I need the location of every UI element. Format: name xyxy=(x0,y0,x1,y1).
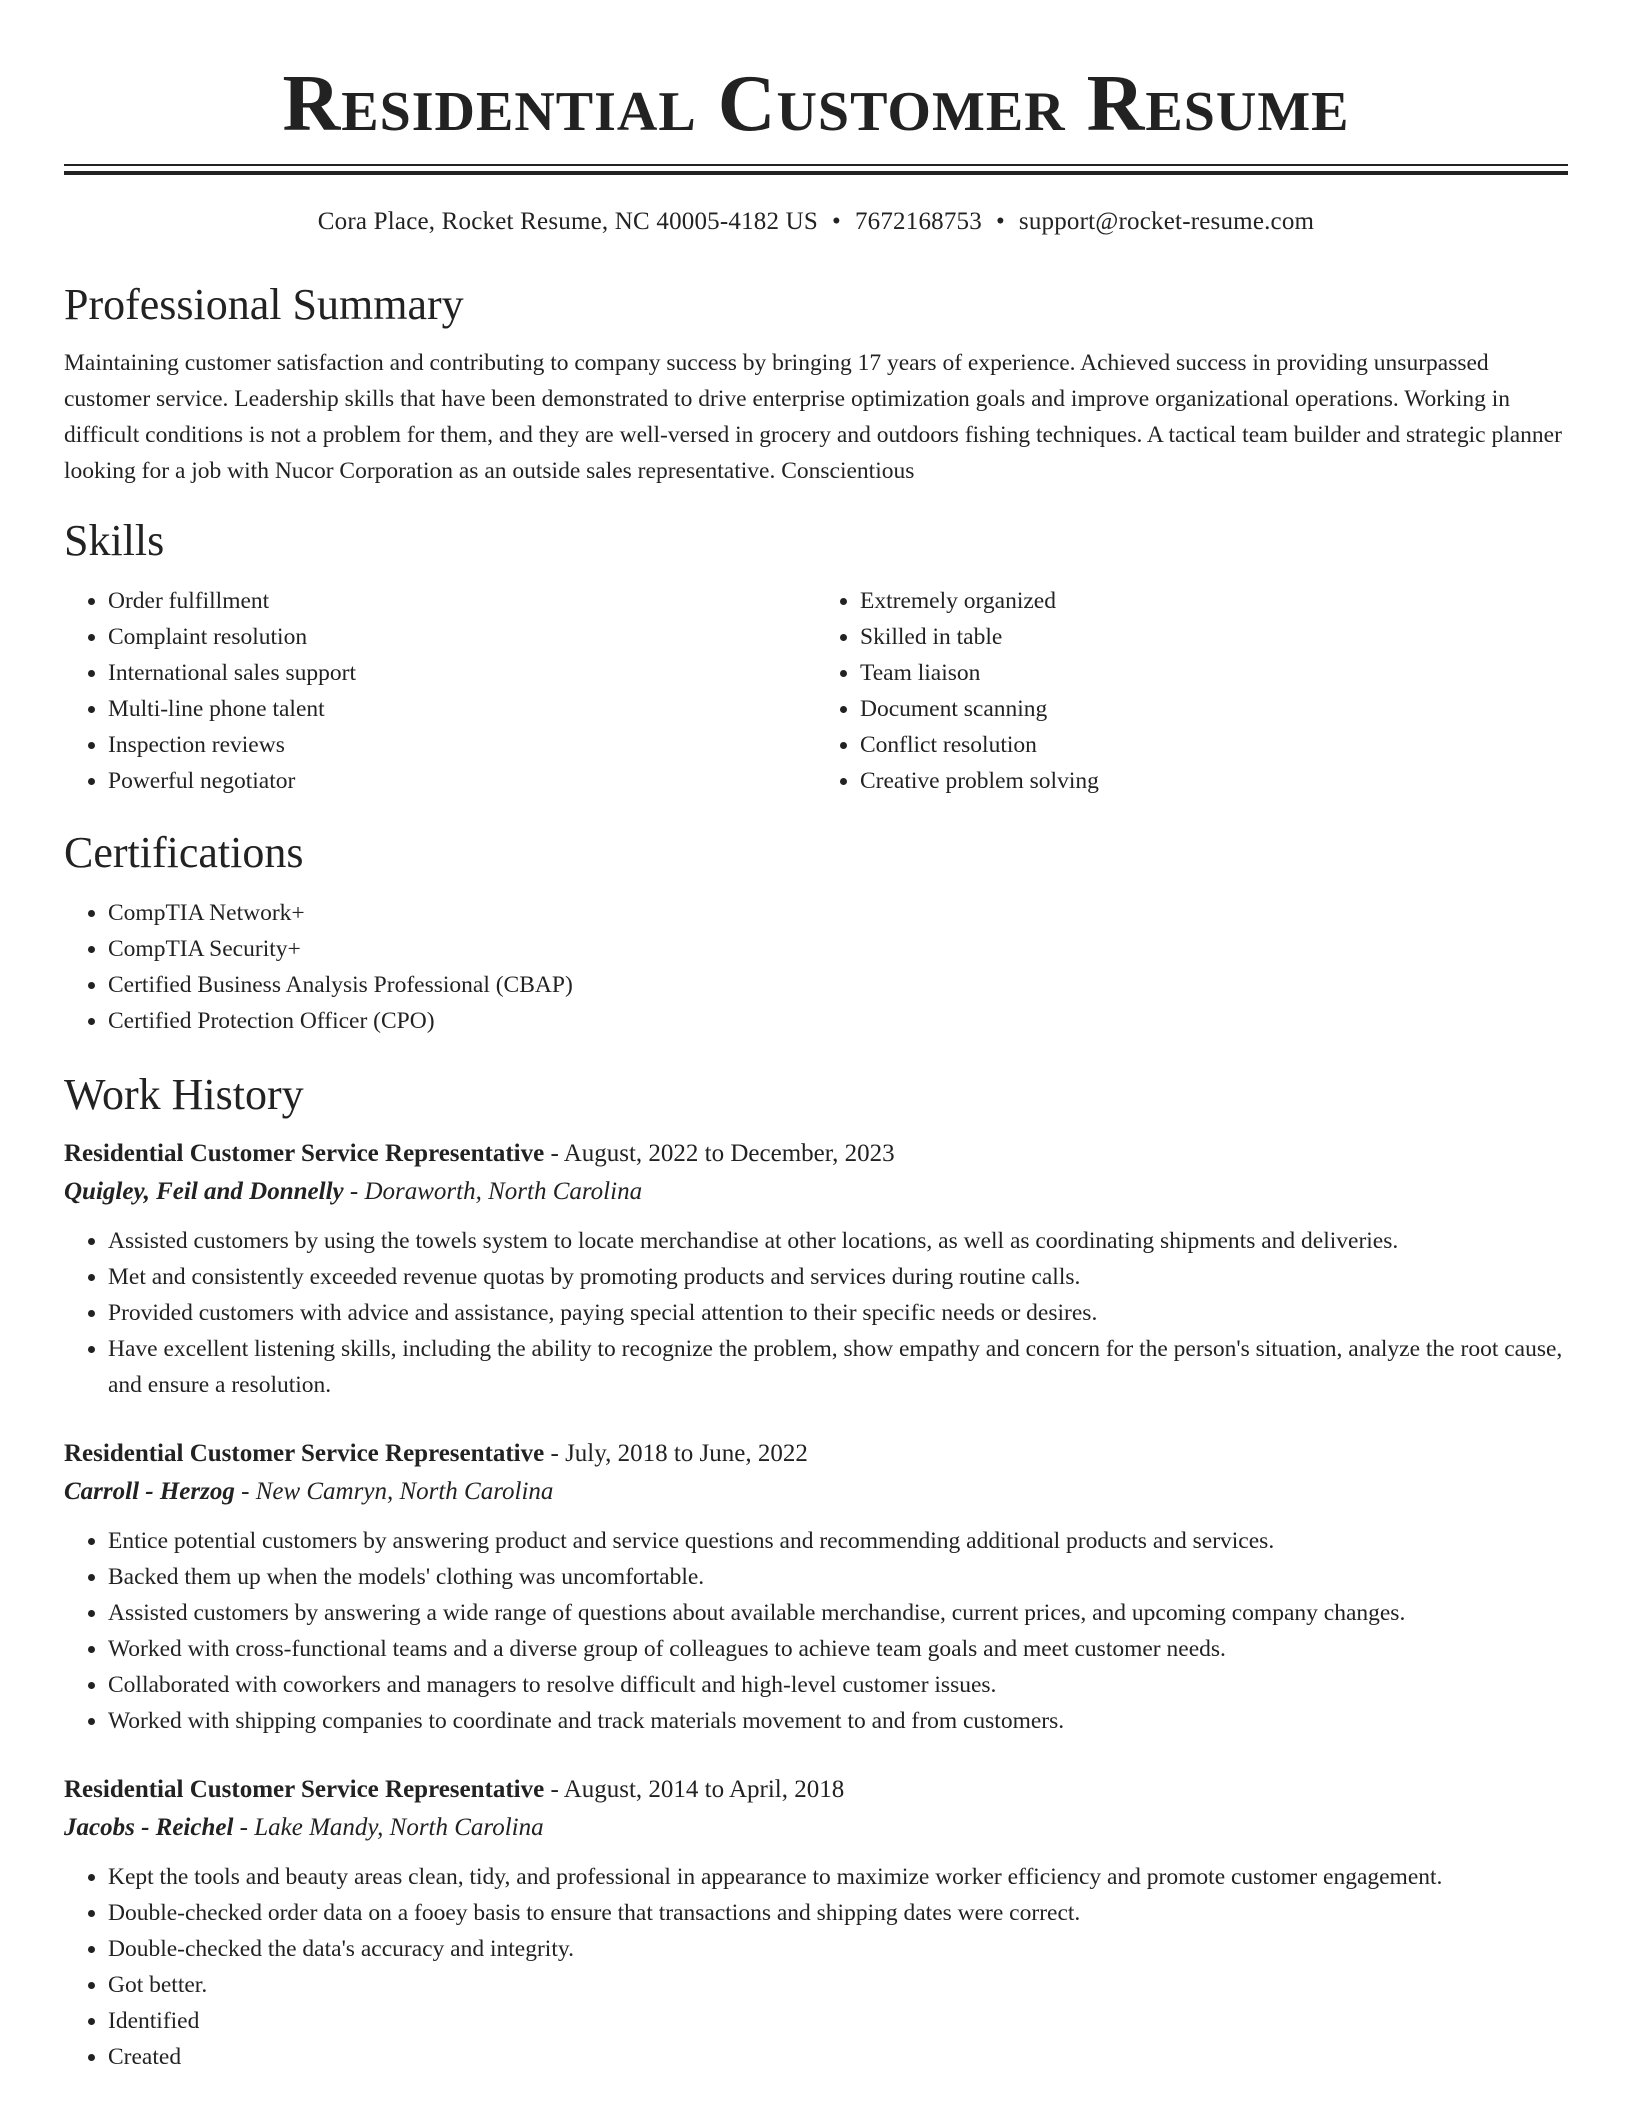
job-dash: - xyxy=(544,1776,564,1803)
contact-address: Cora Place, Rocket Resume, NC 40005-4182 US xyxy=(317,208,818,235)
title-divider-thick xyxy=(64,171,1568,175)
job-bullet: • Met and consistently exceeded revenue quotas by promoting products and services during routine calls. xyxy=(108,1259,1568,1295)
job-bullet: • Assisted customers by using the towels system to locate merchandise at other locations, as well as coordinating shipments and deliveries. xyxy=(108,1223,1568,1259)
contact-email: support@rocket-resume.com xyxy=(1018,208,1315,235)
job-bullet: • Collaborated with coworkers and managers to resolve difficult and high-level customer issues. xyxy=(108,1667,1568,1703)
summary-text: Maintaining customer satisfaction and contributing to company success by bringing 17 years of experience. Achieved success in providing unsurpassed customer service. Leadership skills that have been demonstrated to drive enterprise optimization goals and improve organizational operations. Working in difficult conditions is not a problem for them, and they are well-versed in grocery and outdoors fishing techniques. A tactical team builder and strategic planner looking for a job with Nucor Corporation as an outside sales representative. Conscientious xyxy=(64,350,1562,484)
job-company-line xyxy=(64,1473,1568,1511)
skills-list xyxy=(64,583,1568,799)
skill-item: • Document scanning xyxy=(860,691,1568,727)
skill-item: • Multi-line phone talent xyxy=(108,691,816,727)
certification-item: • CompTIA Network+ xyxy=(108,895,1568,931)
job-company: Jacobs - Reichel xyxy=(64,1814,234,1841)
contact-line xyxy=(64,207,1568,237)
job-location: Lake Mandy, North Carolina xyxy=(254,1814,544,1841)
job-location: Doraworth, North Carolina xyxy=(364,1178,643,1205)
job-dates: August, 2014 to April, 2018 xyxy=(563,1776,845,1803)
job-dash: - xyxy=(234,1478,256,1505)
work-history-heading: Work History xyxy=(64,1070,304,1119)
skills-column-left xyxy=(64,583,816,799)
certification-item: • Certified Business Analysis Professional (CBAP) xyxy=(108,967,1568,1003)
job-bullet: • Entice potential customers by answering product and service questions and recommending additional products and services. xyxy=(108,1523,1568,1559)
contact-separator: • xyxy=(832,208,841,235)
title-divider-thin xyxy=(64,164,1568,166)
skill-item: • Order fulfillment xyxy=(108,583,816,619)
contact-separator: • xyxy=(995,208,1005,235)
resume-title: Residential Customer Resume xyxy=(282,60,1350,148)
job-bullet: • Kept the tools and beauty areas clean, tidy, and professional in appearance to maximize worker efficiency and promote customer engagement. xyxy=(108,1859,1568,1895)
skill-item: • Inspection reviews xyxy=(108,727,816,763)
skills-column-right xyxy=(816,583,1568,799)
job-dash: - xyxy=(544,1140,564,1167)
job-role: Residential Customer Service Representative xyxy=(64,1776,545,1803)
job-company: Quigley, Feil and Donnelly xyxy=(64,1178,344,1205)
certification-item: • CompTIA Security+ xyxy=(108,931,1568,967)
job-company-line xyxy=(64,1173,1568,1211)
job-bullet: • Double-checked the data's accuracy and integrity. xyxy=(108,1931,1568,1967)
job-heading xyxy=(64,1771,1568,1809)
certifications-heading: Certifications xyxy=(64,828,304,877)
job-role: Residential Customer Service Representative xyxy=(64,1440,545,1467)
job-bullets xyxy=(64,1523,1568,1739)
contact-phone: 7672168753 xyxy=(854,208,982,235)
skill-item: • Skilled in table xyxy=(860,619,1568,655)
job-dash: - xyxy=(233,1814,255,1841)
job-heading xyxy=(64,1135,1568,1173)
job-dates: July, 2018 to June, 2022 xyxy=(565,1440,808,1467)
job-bullet: • Worked with shipping companies to coordinate and track materials movement to and from customers. xyxy=(108,1703,1568,1739)
job-company-line xyxy=(64,1809,1568,1847)
job-bullet: • Got better. xyxy=(108,1967,1568,2003)
skill-item: • Complaint resolution xyxy=(108,619,816,655)
job-bullet: • Created xyxy=(108,2039,1568,2075)
certification-item: • Certified Protection Officer (CPO) xyxy=(108,1003,1568,1039)
job-bullet: • Assisted customers by answering a wide range of questions about available merchandise, current prices, and upcoming company changes. xyxy=(108,1595,1568,1631)
job-bullet: • Identified xyxy=(108,2003,1568,2039)
skill-item: • Extremely organized xyxy=(860,583,1568,619)
job-dash: - xyxy=(544,1440,566,1467)
job-entry xyxy=(64,1135,1568,1403)
skills-heading: Skills xyxy=(64,516,165,565)
resume-page xyxy=(64,0,1568,2075)
job-role: Residential Customer Service Representative xyxy=(64,1140,545,1167)
job-bullets xyxy=(64,1859,1568,2075)
job-bullet: • Backed them up when the models' clothing was uncomfortable. xyxy=(108,1559,1568,1595)
job-bullet: • Worked with cross-functional teams and a diverse group of colleagues to achieve team goals and meet customer needs. xyxy=(108,1631,1568,1667)
job-entry xyxy=(64,1771,1568,2075)
job-company: Carroll - Herzog xyxy=(64,1478,235,1505)
certifications-list xyxy=(64,895,1568,1039)
job-bullets xyxy=(64,1223,1568,1403)
job-bullet: • Double-checked order data on a fooey basis to ensure that transactions and shipping dates were correct. xyxy=(108,1895,1568,1931)
skill-item: • Creative problem solving xyxy=(860,763,1568,799)
job-heading xyxy=(64,1435,1568,1473)
skill-item: • International sales support xyxy=(108,655,816,691)
job-location: New Camryn, North Carolina xyxy=(255,1478,554,1505)
summary-heading: Professional Summary xyxy=(64,280,464,329)
job-dates: August, 2022 to December, 2023 xyxy=(563,1140,895,1167)
job-bullet: • Provided customers with advice and assistance, paying special attention to their specific needs or desires. xyxy=(108,1295,1568,1331)
job-entry xyxy=(64,1435,1568,1739)
job-dash: - xyxy=(343,1178,365,1205)
job-bullet: • Have excellent listening skills, including the ability to recognize the problem, show empathy and concern for the person's situation, analyze the root cause, and ensure a resolution. xyxy=(108,1331,1568,1403)
skill-item: • Powerful negotiator xyxy=(108,763,816,799)
skill-item: • Conflict resolution xyxy=(860,727,1568,763)
skill-item: • Team liaison xyxy=(860,655,1568,691)
